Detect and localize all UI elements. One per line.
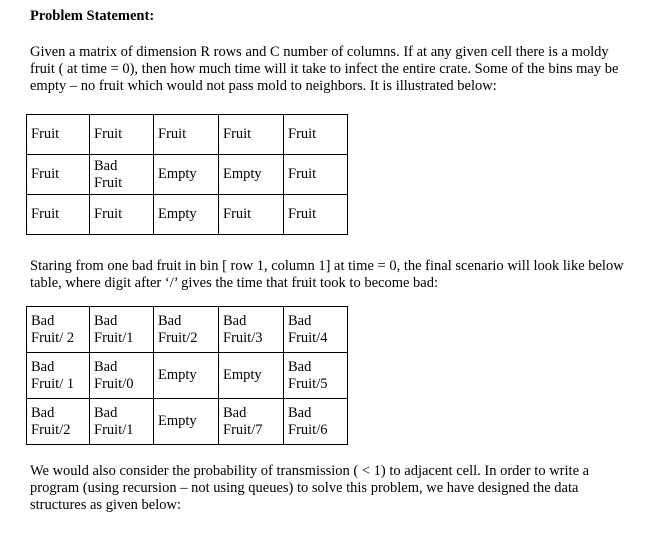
table-cell: Bad Fruit/2 (154, 307, 219, 353)
table-cell: Bad Fruit/1 (90, 307, 154, 353)
table-cell: Fruit (154, 115, 219, 155)
table-cell: Bad Fruit/0 (90, 353, 154, 399)
scenario-description-paragraph: Staring from one bad fruit in bin [ row 1, column 1] at time = 0, the final scenario will look like below table, where digit after ‘/’ gives the time that fruit took to become bad: (30, 258, 624, 291)
table-cell: Fruit (27, 115, 90, 155)
table-cell: Empty (154, 353, 219, 399)
table-cell: Empty (219, 155, 284, 195)
table-cell: Fruit (284, 115, 348, 155)
table-cell: Empty (154, 195, 219, 235)
table-row (27, 307, 348, 353)
data-structures-paragraph: We would also consider the probability of transmission ( < 1) to adjacent cell. In order to write a program (using recursion – not using queues) to solve this problem, we have designed the data structures as given below: (30, 463, 590, 513)
table-row (27, 195, 348, 235)
table-cell: Fruit (90, 115, 154, 155)
table-cell: Empty (219, 353, 284, 399)
table-cell: Empty (154, 399, 219, 445)
table-cell: Fruit (284, 195, 348, 235)
problem-statement-heading: Problem Statement: (30, 8, 155, 24)
table-cell: Bad Fruit/5 (284, 353, 348, 399)
table-cell: Fruit (90, 195, 154, 235)
table-cell: Empty (154, 155, 219, 195)
table-cell: Fruit (219, 195, 284, 235)
table-cell: Bad Fruit/4 (284, 307, 348, 353)
table-row (27, 353, 348, 399)
table-cell: Bad Fruit/1 (90, 399, 154, 445)
table-cell: Fruit (27, 155, 90, 195)
table-cell: Bad Fruit/ 2 (27, 307, 90, 353)
table-cell (90, 155, 154, 195)
initial-crate-table (26, 114, 348, 235)
bad-fruit-cell-text: Bad Fruit (94, 157, 123, 191)
table-cell: Bad Fruit/ 1 (27, 353, 90, 399)
table-cell: Bad Fruit/2 (27, 399, 90, 445)
table-row (27, 155, 348, 195)
table-cell: Bad Fruit/6 (284, 399, 348, 445)
table-cell: Fruit (27, 195, 90, 235)
table-cell: Fruit (219, 115, 284, 155)
table-cell: Fruit (284, 155, 348, 195)
table-row (27, 399, 348, 445)
table-row (27, 115, 348, 155)
table-cell: Bad Fruit/7 (219, 399, 284, 445)
final-crate-table (26, 306, 348, 445)
problem-description-paragraph: Given a matrix of dimension R rows and C number of columns. If at any given cell there is a moldy fruit ( at time = 0), then how much time will it take to infect the entire crate. Some of the bins may be empty – no fruit which would not pass mold to neighbors. It is illustrated below: (30, 44, 619, 94)
table-cell: Bad Fruit/3 (219, 307, 284, 353)
